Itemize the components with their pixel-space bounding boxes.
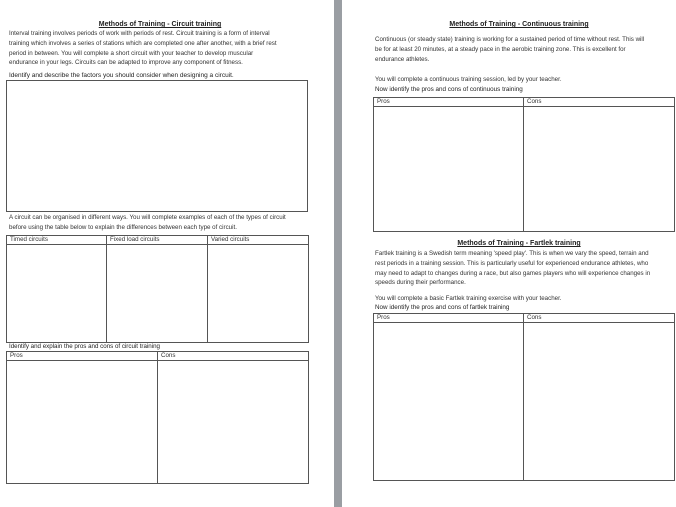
fartlek-cons-cell[interactable] [524,323,675,481]
circuit-intro-line: Interval training involves periods of work with periods of rest. Circuit training is a form of interval [9,30,270,37]
header-cons: Cons [524,98,675,107]
timed-circuits-cell[interactable] [7,245,107,343]
fartlek-title: Methods of Training - Fartlek training [457,240,581,247]
fartlek-intro-line: may need to adapt to changes during a race, but also games players who will experience changes in [375,269,651,277]
continuous-cons-cell[interactable] [524,107,675,232]
fartlek-intro-line: speeds during their performance. [375,279,466,287]
circuit-pros-cons-table [6,351,309,484]
page-circuit-training [0,0,334,507]
fartlek-intro-line: Fartlek training is a Swedish term meaning 'speed play'. This is when we vary the speed, terrain and [375,250,649,257]
fixed-load-circuits-cell[interactable] [107,245,208,343]
fartlek-session-line: You will complete a basic Fartlek training exercise with your teacher. [375,295,562,302]
continuous-title: Methods of Training - Continuous training [449,21,589,28]
circuit-task-factors: Identify and describe the factors you should consider when designing a circuit. [9,72,234,79]
header-pros: Pros [374,314,524,323]
circuit-types-text [9,213,286,233]
header-cons: Cons [158,352,309,361]
fartlek-pros-cell[interactable] [374,323,524,481]
fartlek-intro [375,249,650,288]
varied-circuits-cell[interactable] [208,245,309,343]
fartlek-intro-line: rest periods in a training session. This is particularly useful for experienced endurance athletes, who [375,259,649,267]
header-fixed-load-circuits: Fixed load circuits [107,236,208,245]
header-pros: Pros [7,352,158,361]
circuit-pros-cell[interactable] [7,361,158,484]
header-pros: Pros [374,98,524,107]
circuit-types-table [6,235,309,343]
page-continuous-fartlek [342,0,676,507]
continuous-intro-line: be for at least 20 minutes, at a steady pace in the aerobic training zone. This is excellent for [375,45,626,53]
circuit-cons-cell[interactable] [158,361,309,484]
header-timed-circuits: Timed circuits [7,236,107,245]
header-cons: Cons [524,314,675,323]
circuit-intro [9,29,277,68]
circuit-title: Methods of Training - Circuit training [98,21,222,28]
continuous-intro-line: endurance athletes. [375,55,430,63]
continuous-pros-cell[interactable] [374,107,524,232]
circuit-task-pros-cons: Identify and explain the pros and cons of circuit training [9,343,160,350]
circuit-types-line: A circuit can be organised in different ways. You will complete examples of each of the types of circuit [9,214,286,221]
continuous-intro-line: Continuous (or steady state) training is working for a sustained period of time without rest. This will [375,36,645,43]
header-varied-circuits: Varied circuits [208,236,309,245]
continuous-session-line: You will complete a continuous training session, led by your teacher. [375,76,562,83]
factors-answer-box[interactable] [6,80,308,212]
circuit-intro-line: endurance in your legs. Circuits can be adapted to improve any component of fitness. [9,59,243,67]
continuous-pros-cons-table [373,97,675,232]
circuit-intro-line: period in between. You will complete a short circuit with your teacher to develop muscular [9,49,254,57]
continuous-intro [375,35,644,64]
page-separator [334,0,342,507]
circuit-intro-line: training which involves a series of stations which are completed one after another, with a brief rest [9,39,277,47]
circuit-types-line: before using the table below to explain the differences between each type of circuit. [9,223,237,231]
fartlek-task: Now identify the pros and cons of fartlek training [375,304,510,311]
fartlek-pros-cons-table [373,313,675,481]
continuous-task: Now identify the pros and cons of continuous training [375,86,523,93]
